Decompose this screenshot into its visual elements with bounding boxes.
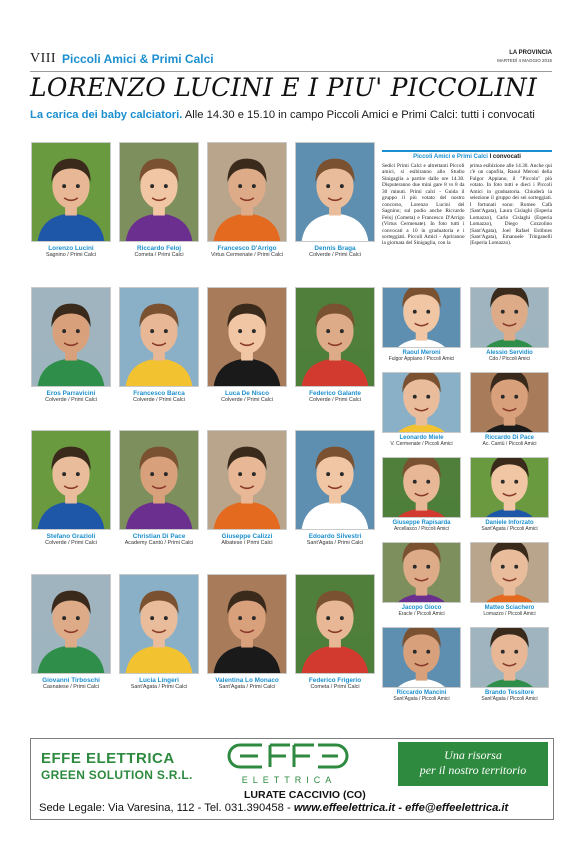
player-team: Colverde / Primi Calci bbox=[309, 397, 361, 404]
player-photo bbox=[119, 142, 199, 242]
headline: LORENZO LUCINI E I PIU' PICCOLINI bbox=[30, 73, 538, 102]
player-card bbox=[31, 287, 111, 406]
player-caption bbox=[119, 533, 199, 547]
photo-drawing bbox=[208, 143, 286, 241]
photo-drawing bbox=[383, 543, 460, 602]
player-caption bbox=[207, 533, 287, 547]
player-caption bbox=[295, 245, 375, 259]
player-photo bbox=[382, 542, 461, 603]
ad-address: Sede Legale: Via Varesina, 112 - Tel. 031.390458 - bbox=[39, 802, 294, 814]
player-team: Sant'Agata / Primi Calci bbox=[306, 540, 364, 547]
photo-drawing bbox=[383, 628, 460, 687]
player-team: Cdo / Piccoli Amici bbox=[488, 355, 531, 362]
article-rubric: I convocati bbox=[489, 154, 521, 160]
player-card bbox=[207, 430, 287, 549]
player-card bbox=[31, 142, 111, 261]
player-photo bbox=[295, 142, 375, 242]
player-caption bbox=[382, 520, 461, 533]
player-photo bbox=[31, 287, 111, 387]
player-name: Federico Frigerio bbox=[308, 677, 362, 684]
player-caption bbox=[207, 245, 287, 259]
player-card bbox=[119, 430, 199, 549]
photo-drawing bbox=[208, 575, 286, 673]
player-name: Luca De Nisco bbox=[224, 390, 270, 397]
player-team: Academy Cantù / Primi Calci bbox=[124, 540, 194, 547]
article-kicker: Piccoli Amici e Primi Calci bbox=[413, 154, 488, 160]
photo-drawing bbox=[120, 575, 198, 673]
player-name: Giuseppe Calizzi bbox=[221, 533, 273, 540]
player-card bbox=[31, 574, 111, 693]
player-card bbox=[207, 574, 287, 693]
player-team: Sant'Agata / Primi Calci bbox=[130, 684, 188, 691]
player-team: V. Cermenate / Piccoli Amici bbox=[390, 440, 453, 447]
company-logo bbox=[214, 741, 364, 787]
ad-company-name: EFFE ELETTRICA bbox=[41, 750, 175, 767]
player-card bbox=[295, 142, 375, 261]
subhead-rest: Alle 14.30 e 15.10 in campo Piccoli Amici e Primi Calci: tutti i convocati bbox=[182, 109, 535, 121]
player-photo bbox=[31, 430, 111, 530]
player-team: Eracle / Piccoli Amici bbox=[398, 610, 445, 617]
player-caption bbox=[382, 605, 461, 618]
player-team: Sagnino / Primi Calci bbox=[45, 252, 97, 259]
photo-drawing bbox=[471, 288, 548, 347]
player-photo bbox=[119, 430, 199, 530]
player-team: Albatese / Primi Calci bbox=[221, 540, 273, 547]
player-name: Valentina Lo Monaco bbox=[215, 677, 279, 684]
player-card bbox=[470, 542, 549, 621]
logo-word: ELETTRICA bbox=[241, 775, 337, 785]
photo-drawing bbox=[120, 431, 198, 529]
player-caption bbox=[207, 390, 287, 404]
player-team: Arcellasco / Piccoli Amici bbox=[393, 525, 449, 532]
player-caption bbox=[382, 350, 461, 363]
player-photo bbox=[31, 142, 111, 242]
ad-web-email: www.effeelettrica.it - effe@effeelettrica.it bbox=[293, 802, 509, 814]
ad-slogan-line-1: Una risorsa bbox=[444, 748, 502, 762]
player-caption bbox=[207, 677, 287, 691]
player-photo bbox=[295, 574, 375, 674]
player-name: Eros Parravicini bbox=[46, 390, 96, 397]
player-caption bbox=[295, 533, 375, 547]
player-caption bbox=[31, 390, 111, 404]
player-team: Colverde / Primi Calci bbox=[45, 397, 97, 404]
player-photo bbox=[207, 430, 287, 530]
player-name: Dennis Braga bbox=[314, 245, 356, 252]
player-team: Cometa / Primi Calci bbox=[134, 252, 184, 259]
photo-drawing bbox=[208, 288, 286, 386]
player-photo bbox=[382, 372, 461, 433]
player-caption bbox=[470, 605, 549, 618]
player-caption bbox=[470, 520, 549, 533]
player-name: Brando Tessitore bbox=[485, 690, 534, 696]
player-card bbox=[382, 372, 461, 451]
player-name: Giovanni Tirboschi bbox=[42, 677, 100, 684]
player-photo bbox=[207, 142, 287, 242]
player-photo bbox=[382, 287, 461, 348]
photo-drawing bbox=[383, 373, 460, 432]
player-caption bbox=[119, 390, 199, 404]
player-card bbox=[382, 457, 461, 536]
photo-drawing bbox=[32, 288, 110, 386]
photo-drawing bbox=[383, 288, 460, 347]
player-photo bbox=[295, 287, 375, 387]
player-team: Colverde / Primi Calci bbox=[133, 397, 185, 404]
player-photo bbox=[295, 430, 375, 530]
player-name: Lorenzo Lucini bbox=[48, 245, 94, 252]
photo-drawing bbox=[120, 288, 198, 386]
player-caption bbox=[119, 245, 199, 259]
player-card bbox=[207, 287, 287, 406]
player-name: Riccardo Di Pace bbox=[484, 435, 535, 441]
article-title bbox=[382, 154, 552, 160]
subhead-lead: La carica dei baby calciatori. bbox=[30, 109, 183, 121]
player-name: Riccardo Feloj bbox=[136, 245, 182, 252]
player-team: Sant'Agata / Piccoli Amici bbox=[393, 695, 450, 702]
player-name: Francesco D'Arrigo bbox=[217, 245, 277, 252]
player-card bbox=[207, 142, 287, 261]
ad-contact-line bbox=[39, 802, 508, 814]
player-name: Leonardo Miele bbox=[399, 435, 444, 441]
ad-slogan-line-2: per il nostro territorio bbox=[419, 763, 527, 777]
article-box bbox=[382, 150, 552, 278]
player-name: Matteo Sciachero bbox=[484, 605, 535, 611]
photo-drawing bbox=[296, 431, 374, 529]
photo-drawing bbox=[32, 575, 110, 673]
masthead: LA PROVINCIA bbox=[509, 50, 552, 56]
player-card bbox=[119, 574, 199, 693]
player-card bbox=[382, 627, 461, 706]
page-header bbox=[30, 50, 552, 72]
photo-drawing bbox=[471, 458, 548, 517]
player-name: Edoardo Silvestri bbox=[308, 533, 362, 540]
player-team: Casnatese / Primi Calci bbox=[42, 684, 100, 691]
player-card bbox=[382, 542, 461, 621]
player-caption bbox=[382, 690, 461, 703]
advertisement bbox=[30, 738, 554, 820]
player-photo bbox=[470, 542, 549, 603]
player-card bbox=[470, 627, 549, 706]
player-photo bbox=[207, 287, 287, 387]
player-caption bbox=[119, 677, 199, 691]
photo-drawing bbox=[471, 543, 548, 602]
photo-drawing bbox=[32, 143, 110, 241]
player-team: Sant'Agata / Piccoli Amici bbox=[481, 525, 538, 532]
photo-drawing bbox=[383, 458, 460, 517]
player-team: Colverde / Primi Calci bbox=[45, 540, 97, 547]
player-photo bbox=[470, 372, 549, 433]
player-name: Christian Di Pace bbox=[132, 533, 186, 540]
photo-drawing bbox=[296, 575, 374, 673]
player-name: Alessio Servidio bbox=[486, 350, 533, 356]
player-photo bbox=[119, 574, 199, 674]
photo-drawing bbox=[208, 431, 286, 529]
dateline: MARTEDÌ 4 MAGGIO 2015 bbox=[497, 58, 552, 63]
player-card bbox=[295, 287, 375, 406]
player-name: Jacopo Gioco bbox=[401, 605, 442, 611]
player-caption bbox=[31, 677, 111, 691]
player-name: Daniele Inforzato bbox=[485, 520, 534, 526]
section-title: Piccoli Amici & Primi Calci bbox=[62, 52, 214, 66]
player-card bbox=[470, 287, 549, 366]
player-photo bbox=[119, 287, 199, 387]
photo-drawing bbox=[296, 288, 374, 386]
photo-drawing bbox=[32, 431, 110, 529]
player-team: Fulgor Appiano / Piccoli Amici bbox=[388, 355, 455, 362]
player-caption bbox=[295, 390, 375, 404]
ad-slogan bbox=[398, 742, 548, 786]
player-photo bbox=[382, 457, 461, 518]
player-card bbox=[382, 287, 461, 366]
player-team: Colverde / Primi Calci bbox=[309, 252, 361, 259]
player-photo bbox=[382, 627, 461, 688]
player-team: Ac. Cantù / Piccoli Amici bbox=[482, 440, 537, 447]
page-number: VIII bbox=[30, 51, 57, 66]
player-name: Federico Galante bbox=[309, 390, 361, 397]
player-caption bbox=[470, 690, 549, 703]
player-caption bbox=[470, 435, 549, 448]
player-caption bbox=[470, 350, 549, 363]
player-name: Lucia Lingeri bbox=[139, 677, 179, 684]
player-photo bbox=[207, 574, 287, 674]
player-card bbox=[470, 372, 549, 451]
player-team: Lomazzo / Piccoli Amici bbox=[483, 610, 536, 617]
photo-drawing bbox=[471, 373, 548, 432]
photo-drawing bbox=[120, 143, 198, 241]
player-team: Colverde / Primi Calci bbox=[221, 397, 273, 404]
ad-city: LURATE CACCIVIO (CO) bbox=[244, 789, 366, 801]
player-card bbox=[295, 430, 375, 549]
player-photo bbox=[470, 627, 549, 688]
photo-drawing bbox=[471, 628, 548, 687]
player-caption bbox=[295, 677, 375, 691]
player-photo bbox=[31, 574, 111, 674]
player-caption bbox=[382, 435, 461, 448]
player-team: Cometa / Primi Calci bbox=[310, 684, 360, 691]
photo-drawing bbox=[296, 143, 374, 241]
player-card bbox=[119, 287, 199, 406]
player-photo bbox=[470, 287, 549, 348]
player-card bbox=[295, 574, 375, 693]
player-name: Raoul Meroni bbox=[402, 350, 441, 356]
article-column-2: prima esibizione alle 14.30. Anche qui c'è un capofila, Raoul Meroni della Fulgor Appiano, il "Piccolo" più votato. In foto tutti e dieci i Piccoli Amici in graduatoria. Chiuderà la selezione il gruppo dei sei sorteggiati. I fortunati sono: Romeo Cafà (Sant'Agata), Laura Cislaghi (Esperia Lomazzo), Carlo Cislaghi (Esperia Lomazzo), Diego Cozzolino (Sant'Agata), Joel Rafael Estibnes (Sant'Agata), Emanuele Tringanelli (Esperia Lomazzo). bbox=[469, 163, 552, 247]
player-photo bbox=[470, 457, 549, 518]
player-name: Giuseppe Rapisarda bbox=[392, 520, 451, 526]
player-team: Sant'Agata / Piccoli Amici bbox=[481, 695, 538, 702]
subheadline bbox=[30, 109, 560, 121]
player-team: Virtus Cermenate / Primi Calci bbox=[210, 252, 284, 259]
player-caption bbox=[31, 245, 111, 259]
player-name: Riccardo Mancini bbox=[396, 690, 447, 696]
player-card bbox=[119, 142, 199, 261]
article-column-1: Sedici Primi Calci e altrettanti Piccoli amici, si esibiranno allo Studio Sinigaglia a partire dalle ore 14.30. Disputeranno due mini gare 8 vs 8 da 30 minuti. Primi calci - Guida il gruppo il più votato del nostro concorso, Lorenzo Lucini del Sagnino; sul podio anche Riccardo Feloj (Cometa) e Francesco D'Arrigo (Virtus Cermenate). In foto tutti i convocati a 10 in graduatoria e i sorteggiati. Piccoli Amici - Apriranno la giornata del Sinigaglia, con la bbox=[382, 163, 465, 247]
ad-company-subtitle: GREEN SOLUTION S.R.L. bbox=[41, 768, 193, 782]
player-card bbox=[31, 430, 111, 549]
player-name: Stefano Grazioli bbox=[46, 533, 96, 540]
player-name: Francesco Barca bbox=[133, 390, 185, 397]
player-card bbox=[470, 457, 549, 536]
player-team: Sant'Agata / Primi Calci bbox=[218, 684, 276, 691]
player-caption bbox=[31, 533, 111, 547]
